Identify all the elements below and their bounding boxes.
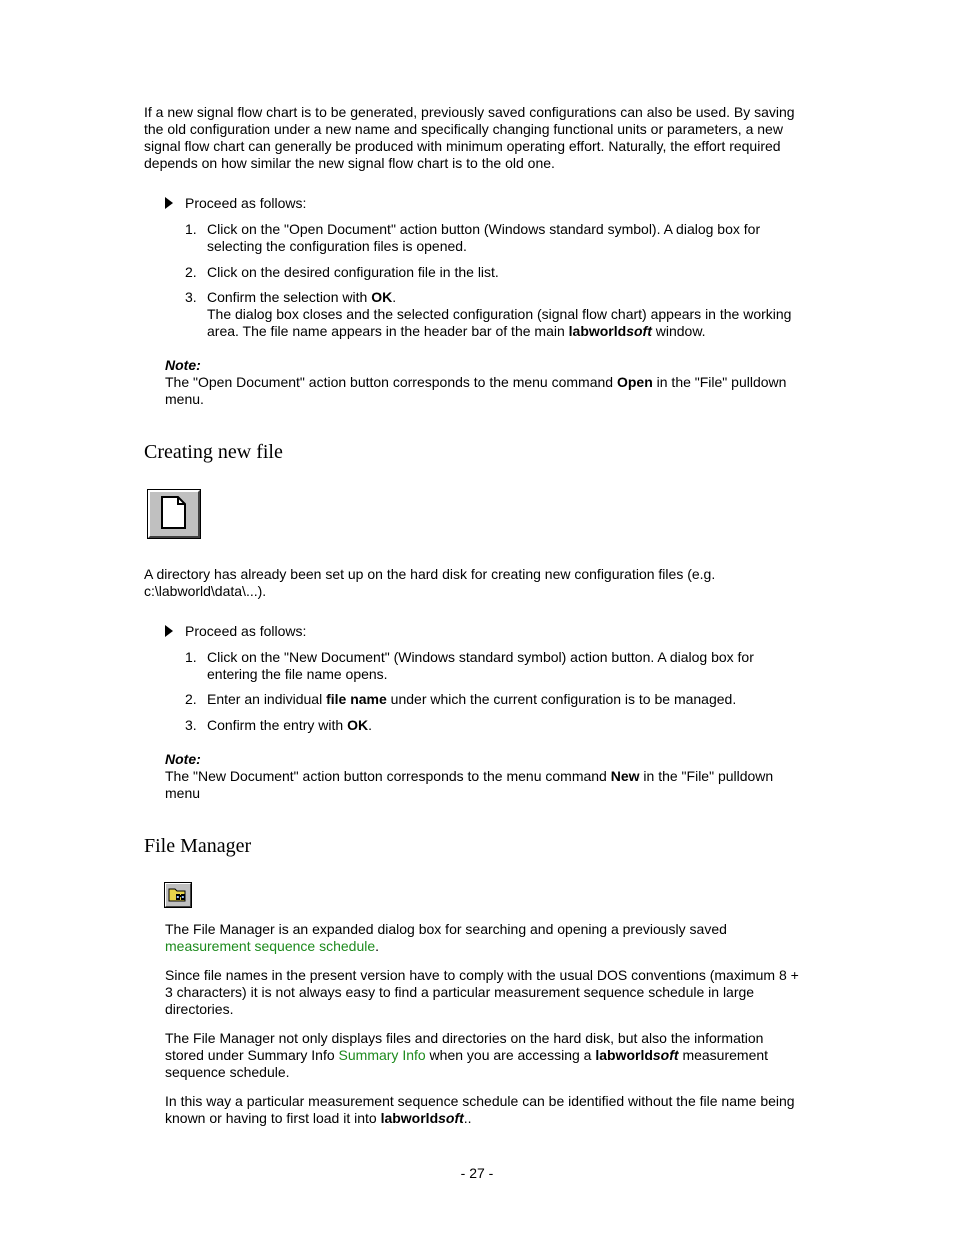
- note-text-part: The "Open Document" action button corresponds to the menu command: [165, 374, 617, 390]
- paragraph-text: In this way a particular measurement sequence schedule can be identified without the file name being known or having to first load it into: [165, 1093, 795, 1126]
- step-text-part: .: [392, 289, 397, 305]
- file-manager-paragraph: [165, 1093, 805, 1127]
- new-file-intro: A directory has already been set up on the hard disk for creating new configuration files (e.g. c:\labworld\data\...).: [144, 566, 716, 599]
- step-text-part: .: [368, 717, 372, 733]
- step-number: 1.: [185, 221, 197, 237]
- step-text-part: window.: [651, 323, 706, 339]
- step-text-part: under which the current configuration is to be managed.: [386, 691, 737, 707]
- note-block: [165, 357, 805, 408]
- step-text-part: The dialog box closes and the selected configuration (signal flow chart) appears in the working area. The file name appears in the header bar of the main: [207, 306, 792, 339]
- step-number: 2.: [185, 264, 197, 280]
- summary-info-link[interactable]: Summary Info: [338, 1047, 426, 1063]
- proceed-instruction: [165, 623, 306, 640]
- brand-name: labworld: [595, 1047, 653, 1063]
- paragraph-text: The File Manager not only displays files and directories on the hard disk, but also the information stored under Summary Info: [165, 1030, 764, 1063]
- triangle-bullet-icon: [165, 625, 173, 637]
- brand-name-italic: soft: [438, 1110, 464, 1126]
- section-heading: Creating new file: [144, 441, 283, 463]
- paragraph-text: ..: [463, 1110, 472, 1126]
- note-text-part: in the "File" pulldown menu: [165, 768, 774, 801]
- paragraph-text: when you are accessing a: [425, 1047, 596, 1063]
- step-text: [207, 691, 805, 708]
- proceed-instruction: [165, 195, 306, 212]
- file-manager-paragraph: [165, 1030, 805, 1081]
- file-manager-paragraph: [165, 921, 805, 955]
- note-text: [165, 768, 805, 802]
- menu-command: Open: [616, 374, 653, 390]
- note-block: [165, 751, 805, 802]
- step-text: Click on the "New Document" (Windows standard symbol) action button. A dialog box for entering the file name opens.: [207, 649, 754, 682]
- new-document-icon: [150, 492, 198, 536]
- note-text-part: The "New Document" action button corresponds to the menu command: [165, 768, 611, 784]
- brand-name-italic: soft: [652, 1047, 679, 1063]
- paragraph-text: .: [375, 938, 380, 954]
- page-number: - 27 -: [460, 1165, 494, 1181]
- step-number: 3.: [185, 289, 197, 305]
- note-text-part: in the "File" pulldown menu.: [165, 374, 787, 407]
- step-text: Click on the "Open Document" action button (Windows standard symbol). A dialog box for selecting the configuration files is opened.: [207, 221, 761, 254]
- ok-term: OK: [371, 289, 393, 305]
- file-name-term: file name: [326, 691, 387, 707]
- step-text-part: Confirm the entry with: [207, 717, 348, 733]
- step-text: [207, 289, 805, 340]
- step-text-part: Confirm the selection with: [207, 289, 372, 305]
- step-number: 3.: [185, 717, 197, 733]
- step-text: [207, 717, 805, 734]
- paragraph-text: measurement sequence schedule.: [165, 1047, 769, 1080]
- measurement-sequence-schedule-link[interactable]: measurement sequence schedule: [165, 938, 376, 954]
- step-number: 1.: [185, 649, 197, 665]
- step-text: Click on the desired configuration file in the list.: [207, 264, 499, 280]
- proceed-label: Proceed as follows:: [185, 623, 307, 639]
- paragraph-text: The File Manager is an expanded dialog box for searching and opening a previously saved: [165, 921, 727, 937]
- file-manager-paragraph: Since file names in the present version have to comply with the usual DOS conventions (maximum 8 + 3 characters) it is not always easy to find a particular measurement sequence schedule in large directories.: [165, 967, 799, 1017]
- triangle-bullet-icon: [165, 197, 173, 209]
- ok-term: OK: [347, 717, 369, 733]
- brand-name-italic: soft: [626, 323, 652, 339]
- file-manager-icon: [166, 884, 190, 906]
- menu-command: New: [610, 768, 640, 784]
- note-text: [165, 374, 805, 408]
- brand-name: labworld: [380, 1110, 439, 1126]
- section-heading: File Manager: [144, 835, 252, 857]
- brand-name: labworld: [568, 323, 627, 339]
- step-number: 2.: [185, 691, 197, 707]
- intro-paragraph: If a new signal flow chart is to be generated, previously saved configurations can also be used. By saving the old configuration under a new name and specifically changing functional units or parameters, a new signal flow chart can generally be produced with minimum operating effort. Naturally, the effort required depends on how similar the new signal flow chart is to the old one.: [144, 104, 795, 171]
- step-text-part: Enter an individual: [207, 691, 327, 707]
- note-label: Note:: [165, 751, 201, 767]
- proceed-label: Proceed as follows:: [185, 195, 307, 211]
- file-manager-button: [165, 883, 191, 907]
- new-document-button: [148, 490, 200, 538]
- note-label: Note:: [165, 357, 201, 373]
